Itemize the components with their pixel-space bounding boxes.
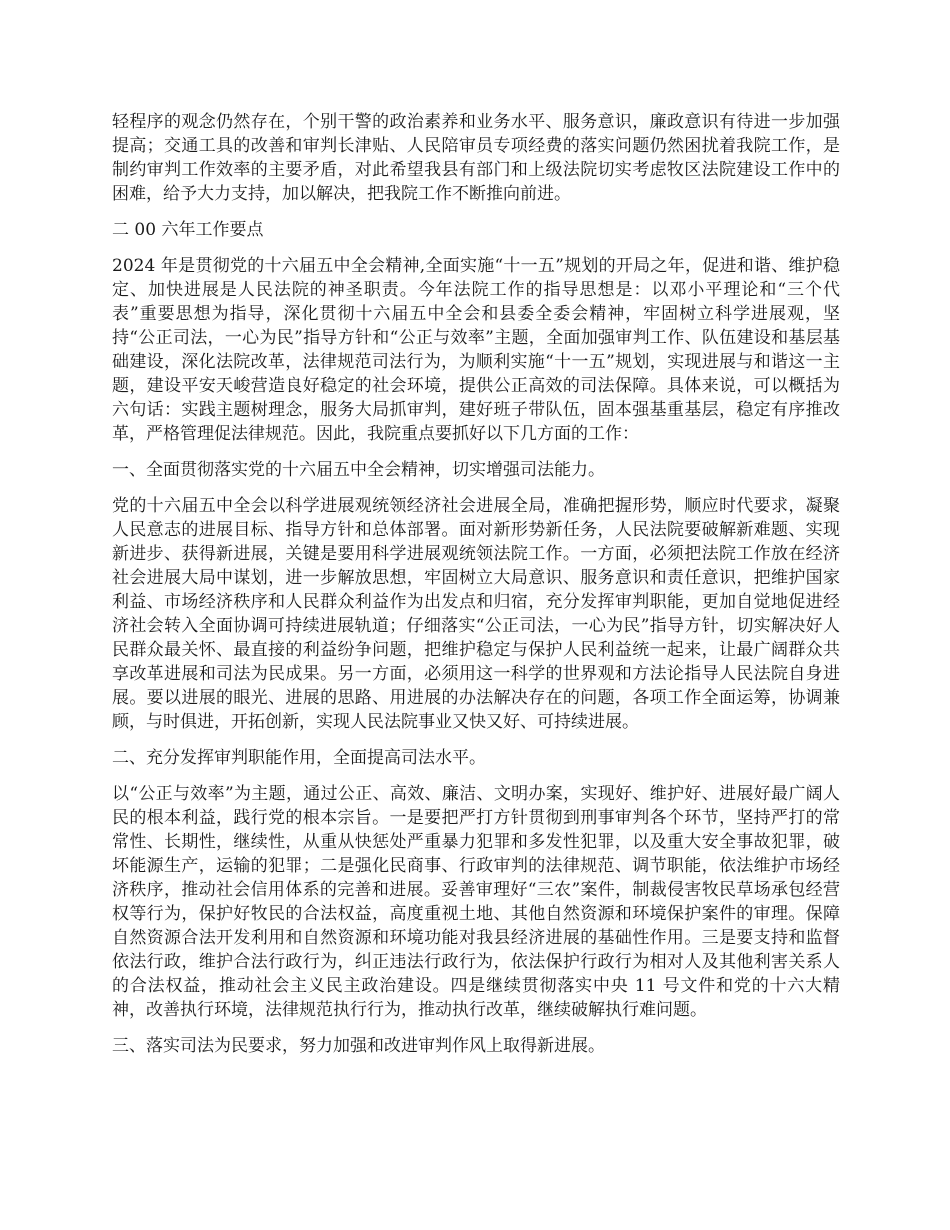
document-page [112, 110, 840, 1070]
section-heading: 一、全面贯彻落实党的十六届五中全会精神，切实增强司法能力。 [112, 460, 605, 480]
section-heading: 三、落实司法为民要求，努力加强和改进审判作风上取得新进展。 [112, 1036, 605, 1056]
body-paragraph: 以“公正与效率”为主题，通过公正、高效、廉洁、文明办案，实现好、维护好、进展好最广阔人民的根本利益，践行党的根本宗旨。一是要把严打方针贯彻到刑事审判各个环节，坚持严打的常常性、长期性，继续性，从重从快惩处严重暴力犯罪和多发性犯罪，以及重大安全事故犯罪，破坏能源生产，运输的犯罪；二是强化民商事、行政审判的法律规范、调节职能，依法维护市场经济秩序，推动社会信用体系的完善和进展。妥善审理好“三农”案件，制裁侵害牧民草场承包经营权等行为，保护好牧民的合法权益，高度重视土地、其他自然资源和环境保护案件的审理。保障自然资源合法开发利用和自然资源和环境功能对我县经济进展的基础性作用。三是要支持和监督依法行政，维护合法行政行为，纠正违法行政行为，依法保护行政行为相对人及其他利害关系人的合法权益，推动社会主义民主政治建设。四是继续贯彻落实中央 11 号文件和党的十六大精神，改善执行环境，法律规范执行行为，推动执行改革，继续破解执行难问题。 [112, 784, 840, 1020]
section-heading: 二、充分发挥审判职能作用，全面提高司法水平。 [112, 748, 486, 768]
body-paragraph: 轻程序的观念仍然存在，个别干警的政治素养和业务水平、服务意识，廉政意识有待进一步加强提高；交通工具的改善和审判长津贴、人民陪审员专项经费的落实问题仍然困扰着我院工作，是制约审判工作效率的主要矛盾，对此希望我县有部门和上级法院切实考虑牧区法院建设工作中的困难，给予大力支持，加以解决，把我院工作不断推向前进。 [112, 112, 840, 204]
body-paragraph: 党的十六届五中全会以科学进展观统领经济社会进展全局，准确把握形势，顺应时代要求，凝聚人民意志的进展目标、指导方针和总体部署。面对新形势新任务，人民法院要破解新难题、实现新进步、获得新进展，关键是要用科学进展观统领法院工作。一方面，必须把法院工作放在经济社会进展大局中谋划，进一步解放思想，牢固树立大局意识、服务意识和责任意识，把维护国家利益、市场经济秩序和人民群众利益作为出发点和归宿，充分发挥审判职能，更加自觉地促进经济社会转入全面协调可持续进展轨道；仔细落实“公正司法，一心为民”指导方针，切实解决好人民群众最关怀、最直接的利益纷争问题，把维护稳定与保护人民利益统一起来，让最广阔群众共享改革进展和司法为民成果。另一方面，必须用这一科学的世界观和方法论指导人民法院自身进展。要以进展的眼光、进展的思路、用进展的办法解决存在的问题，各项工作全面运筹，协调兼顾，与时俱进，开拓创新，实现人民法院事业又快又好、可持续进展。 [112, 496, 840, 732]
section-heading: 二 00 六年工作要点 [112, 220, 264, 240]
body-paragraph: 2024 年是贯彻党的十六届五中全会精神,全面实施“十一五”规划的开局之年，促进和谐、维护稳定、加快进展是人民法院的神圣职责。今年法院工作的指导思想是：以邓小平理论和“三个代表”重要思想为指导，深化贯彻十六届五中全会和县委全委会精神，牢固树立科学进展观，坚持“公正司法，一心为民”指导方针和“公正与效率”主题，全面加强审判工作、队伍建设和基层基础建设，深化法院改革，法律规范司法行为，为顺利实施“十一五”规划，实现进展与和谐这一主题，建设平安天峻营造良好稳定的社会环境，提供公正高效的司法保障。具体来说，可以概括为六句话：实践主题树理念，服务大局抓审判，建好班子带队伍，固本强基重基层，稳定有序推改革，严格管理促法律规范。因此，我院重点要抓好以下几方面的工作： [112, 256, 840, 444]
